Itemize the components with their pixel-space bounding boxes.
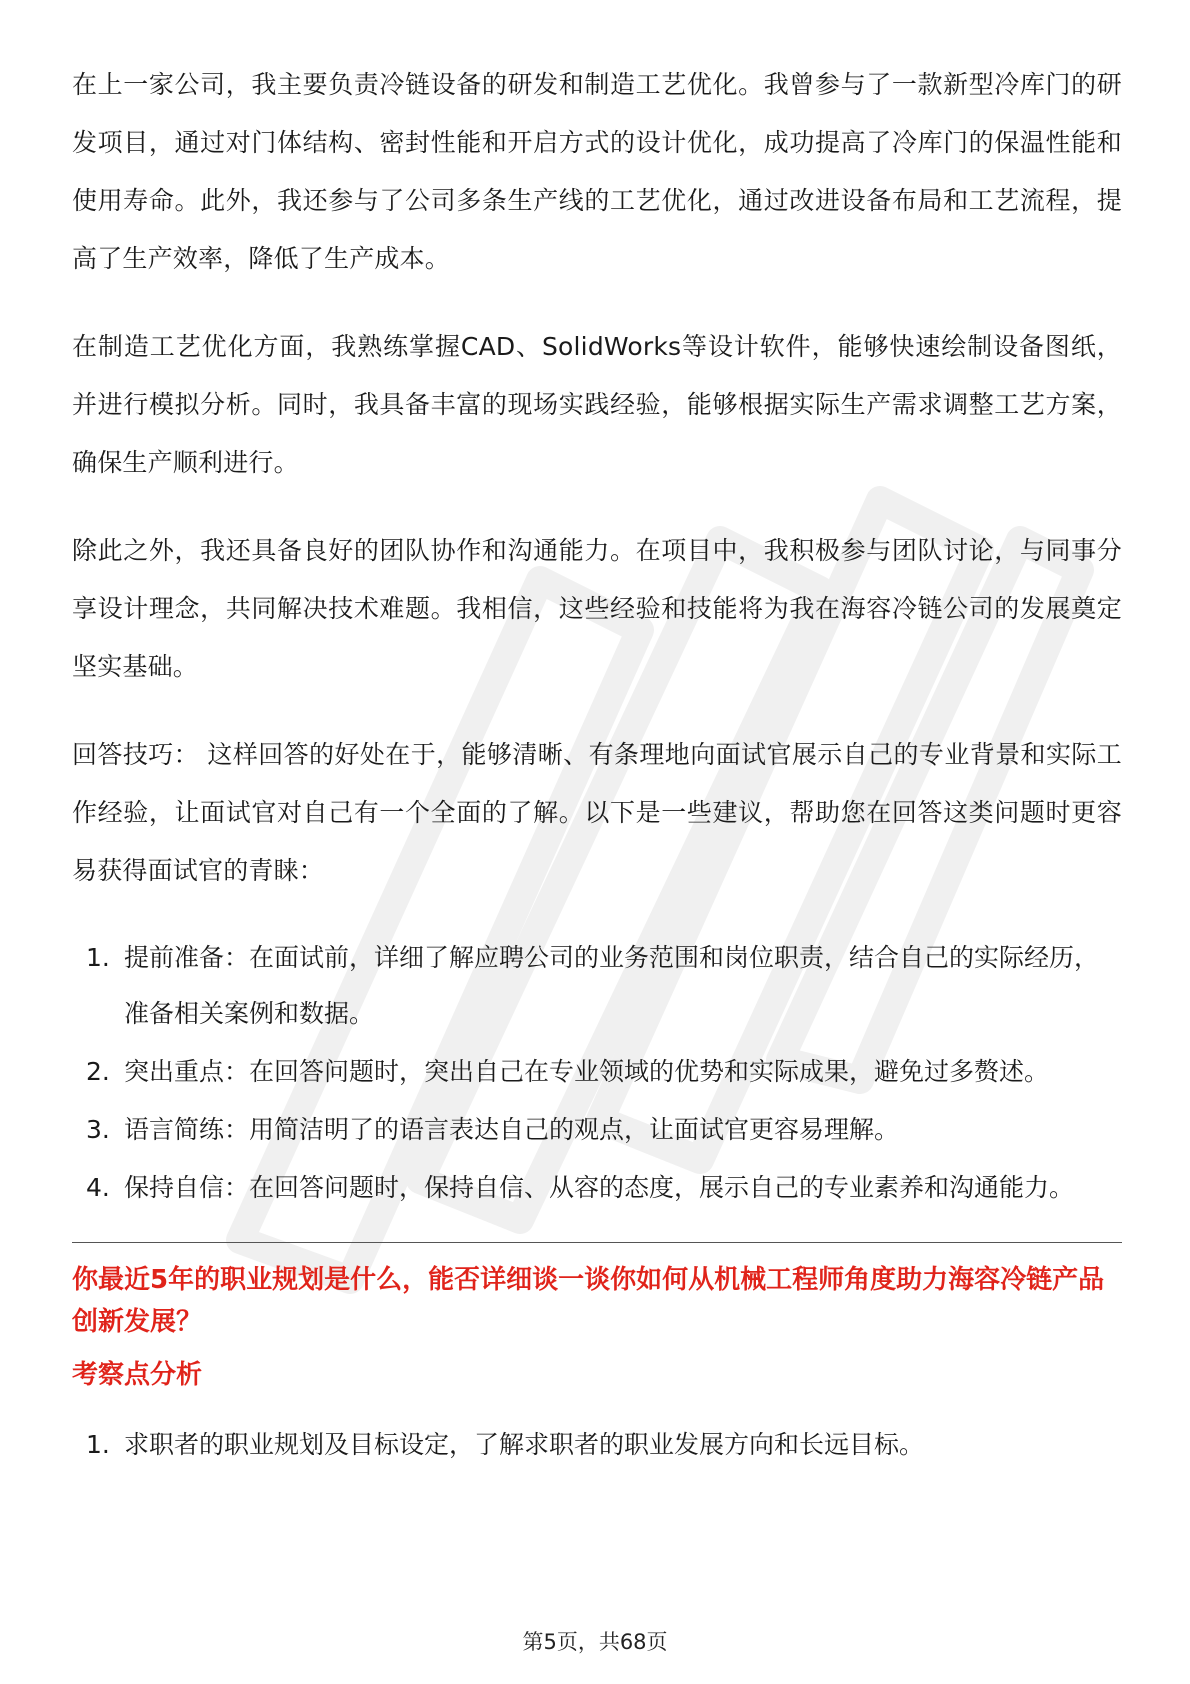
list-text: 提前准备：在面试前，详细了解应聘公司的业务范围和岗位职责，结合自己的实际经历，准备相关案例和数据。 <box>124 943 1100 1028</box>
section-divider <box>72 1242 1122 1243</box>
list-text: 保持自信：在回答问题时，保持自信、从容的态度，展示自己的专业素养和沟通能力。 <box>124 1173 1075 1202</box>
list-item <box>72 1417 1122 1473</box>
list-item <box>72 1160 1122 1216</box>
paragraph-skills: 在制造工艺优化方面，我熟练掌握CAD、SolidWorks等设计软件，能够快速绘制设备图纸，并进行模拟分析。同时，我具备丰富的现场实践经验，能够根据实际生产需求调整工艺方案，确保生产顺利进行。 <box>72 332 1122 477</box>
list-number: 2. <box>86 1057 110 1086</box>
list-text: 求职者的职业规划及目标设定，了解求职者的职业发展方向和长远目标。 <box>124 1430 925 1459</box>
paragraph-teamwork: 除此之外，我还具备良好的团队协作和沟通能力。在项目中，我积极参与团队讨论，与同事分享设计理念，共同解决技术难题。我相信，这些经验和技能将为我在海容冷链公司的发展奠定坚实基础。 <box>72 536 1122 681</box>
list-number: 1. <box>86 943 110 972</box>
list-text: 突出重点：在回答问题时，突出自己在专业领域的优势和实际成果，避免过多赘述。 <box>124 1057 1050 1086</box>
analysis-list <box>72 1417 1122 1473</box>
list-item <box>72 1102 1122 1158</box>
paragraph-answer-tips: 回答技巧： 这样回答的好处在于，能够清晰、有条理地向面试官展示自己的专业背景和实际工作经验，让面试官对自己有一个全面的了解。以下是一些建议，帮助您在回答这类问题时更容易获得面试官的青睐： <box>72 740 1122 885</box>
list-item <box>72 930 1122 1042</box>
tips-list <box>72 930 1122 1216</box>
list-text: 语言简练：用简洁明了的语言表达自己的观点，让面试官更容易理解。 <box>124 1115 900 1144</box>
list-number: 4. <box>86 1173 110 1202</box>
list-number: 1. <box>86 1430 110 1459</box>
paragraph-experience: 在上一家公司，我主要负责冷链设备的研发和制造工艺优化。我曾参与了一款新型冷库门的研发项目，通过对门体结构、密封性能和开启方式的设计优化，成功提高了冷库门的保温性能和使用寿命。此外，我还参与了公司多条生产线的工艺优化，通过改进设备布局和工艺流程，提高了生产效率，降低了生产成本。 <box>72 70 1122 273</box>
main-content <box>72 56 1122 1475</box>
page-footer: 第5页，共68页 <box>522 1630 668 1654</box>
list-item <box>72 1044 1122 1100</box>
section-title: 考察点分析 <box>72 1360 203 1390</box>
question-heading: 你最近5年的职业规划是什么，能否详细谈一谈你如何从机械工程师角度助力海容冷链产品创新发展？ <box>72 1265 1105 1337</box>
list-number: 3. <box>86 1115 110 1144</box>
